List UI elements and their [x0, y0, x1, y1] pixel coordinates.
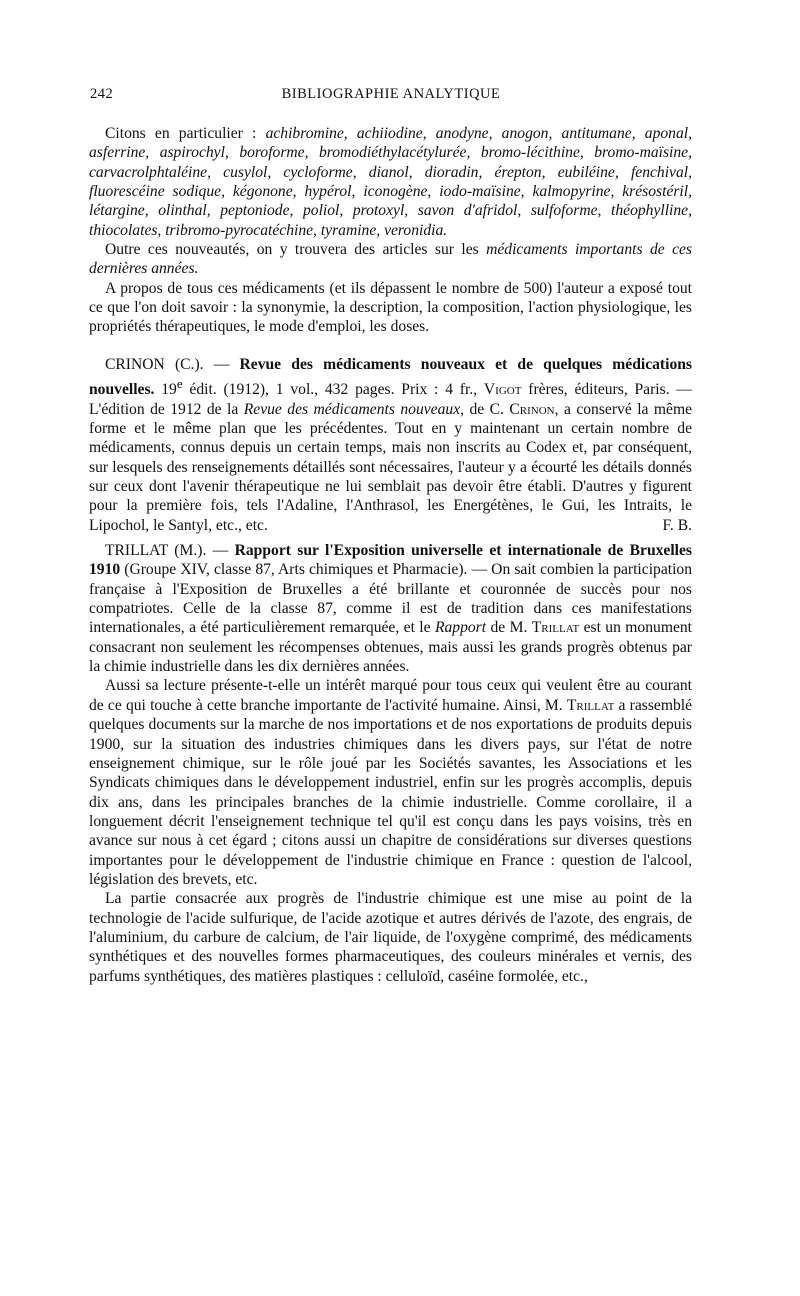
outre-italic: médicaments importants de ces dernières années.	[89, 241, 692, 278]
entry-title: Revue des médicaments nouveaux et de quelques médications nouvelles.	[89, 355, 692, 399]
bibliography-entry-crinon	[89, 355, 692, 535]
entry-text-a: (Groupe XIV, classe 87, Arts chimiques et Pharmacie). — On sait combien la participation française à l'Exposition de Bruxelles a été brillante et couronnée de succès pour nos compatriotes. Celle de la classe 87, comme il est de tradition dans ces manifestations internationales, a été particulièrement remarquée, et le	[89, 561, 692, 637]
entry-pub-d: , de C.	[460, 400, 510, 418]
entry-text-b: de M.	[486, 619, 532, 637]
paragraph-partie: La partie consacrée aux progrès de l'industrie chimique est une mise au point de la technologie de l'acide sulfurique, de l'acide azotique et autres dérivés de l'azote, des engrais, de l'aluminium, du carbure de calcium, de l'air liquide, de l'oxygène comprimé, des médicaments synthétiques et des nouvelles formes pharmaceutiques, des couleurs minérales et vernis, des parfums synthétiques, des matières plastiques : celluloïd, caséine formolée, etc.,	[89, 890, 692, 985]
paragraph-outre	[89, 240, 692, 279]
bibliography-entry-trillat	[89, 541, 692, 676]
paragraph-list	[89, 124, 692, 240]
edition-superscript: e	[176, 376, 183, 392]
revue-italic: Revue des médicaments nouveaux	[243, 400, 461, 418]
author-smallcaps: Trillat	[566, 696, 615, 714]
entry-pub-a: 19	[154, 381, 177, 399]
entry-pub-c: frères, éditeurs, Paris. — L'édition de 1912 de la	[89, 381, 692, 418]
entry-pub-b: édit. (1912), 1 vol., 432 pages. Prix : 4 fr.,	[182, 381, 484, 399]
page-body	[89, 124, 692, 986]
page-header	[90, 86, 692, 108]
publisher-name: Vigot	[483, 381, 522, 399]
author-smallcaps: Trillat	[531, 619, 580, 637]
author-smallcaps: Crinon	[509, 400, 555, 418]
paragraph-a-propos: A propos de tous ces médicaments (et ils dépassent le nombre de 500) l'auteur a exposé tout ce que l'on doit savoir : la synonymie, la description, la composition, l'action physiologique, les propriétés thérapeutiques, le mode d'emploi, les doses.	[89, 279, 692, 336]
entry-text: , a conservé la même forme et le même plan que les précédentes. Tout en y maintenant un certain nombre de médicaments, connus depuis un certain temps, mais non inscrits au Codex et, par conséquent, sur lesquels des renseignements détaillés sont nécessaires, l'auteur y a écourté les détails donnés sur ceux dont l'avenir thérapeutique ne lui semblait pas devoir être établi. D'autres y figurent pour la première fois, tels l'Adaline, l'Anthrasol, les Energétènes, le Gui, les Intraits, le Lipochol, le Santyl, etc., etc.	[89, 400, 692, 534]
medicament-list: achibromine, achiiodine, anodyne, anogon, antitumane, aponal, asferrine, aspirochyl, boroforme, bromodiéthylacétylurée, bromo-lécithine, bromo-maïsine, carvacrolphtaléine, cusylol, cycloforme, dianol, dioradin, érepton, eubiléine, fenchival, fluorescéine sodique, kégonone, hypérol, iconogène, iodo-maïsine, kalmopyrine, krésostéril, létargine, olinthal, peptoniode, poliol, protoxyl, savon d'afridol, sulfoforme, théophylline, thiocolates, tribromo-pyrocatéchine, tyramine, veronidia.	[89, 125, 692, 239]
entry-text-c: est un monument consacrant non seulement les récompenses obtenues, mais aussi les grands progrès obtenus par la chimie industrielle dans les dix dernières années.	[89, 619, 692, 676]
running-title: BIBLIOGRAPHIE ANALYTIQUE	[281, 86, 501, 102]
paragraph-aussi	[89, 676, 692, 889]
outre-text: Outre ces nouveautés, on y trouvera des articles sur les	[105, 241, 487, 259]
rapport-italic: Rapport	[434, 619, 487, 637]
page-number: 242	[90, 86, 114, 102]
entry-author: TRILLAT (M.). —	[105, 542, 235, 560]
entry-signature: F. B.	[662, 516, 692, 534]
entry-author: CRINON (C.). —	[105, 355, 240, 373]
lead-text: Citons en particulier :	[105, 125, 266, 142]
aussi-text-b: a rassemblé quelques documents sur la marche de nos importations et de nos exportations de produits depuis 1900, sur la situation des industries chimiques dans les divers pays, sur l'état de notre enseignement chimique, sur le rôle joué par les Sociétés savantes, les Associations et les Syndicats chimiques dans le développement industriel, enfin sur les progrès accomplis, depuis dix ans, dans les principales branches de la chimie industrielle. Comme corollaire, il a longuement décrit l'enseignement technique tel qu'il est conçu dans les pays voisins, très en avance sur nous à cet égard ; citons aussi un chapitre de considérations sur diverses questions importantes pour le développement de l'industrie chimique en France : question de l'alcool, législation des brevets, etc.	[89, 696, 692, 888]
aussi-text-a: Aussi sa lecture présente-t-elle un intérêt marqué pour tous ceux qui veulent être au courant de ce qui touche à cette branche importante de l'activité humaine. Ainsi, M.	[89, 677, 692, 714]
entry-title: Rapport sur l'Exposition universelle et internationale de Bruxelles 1910	[89, 542, 692, 579]
